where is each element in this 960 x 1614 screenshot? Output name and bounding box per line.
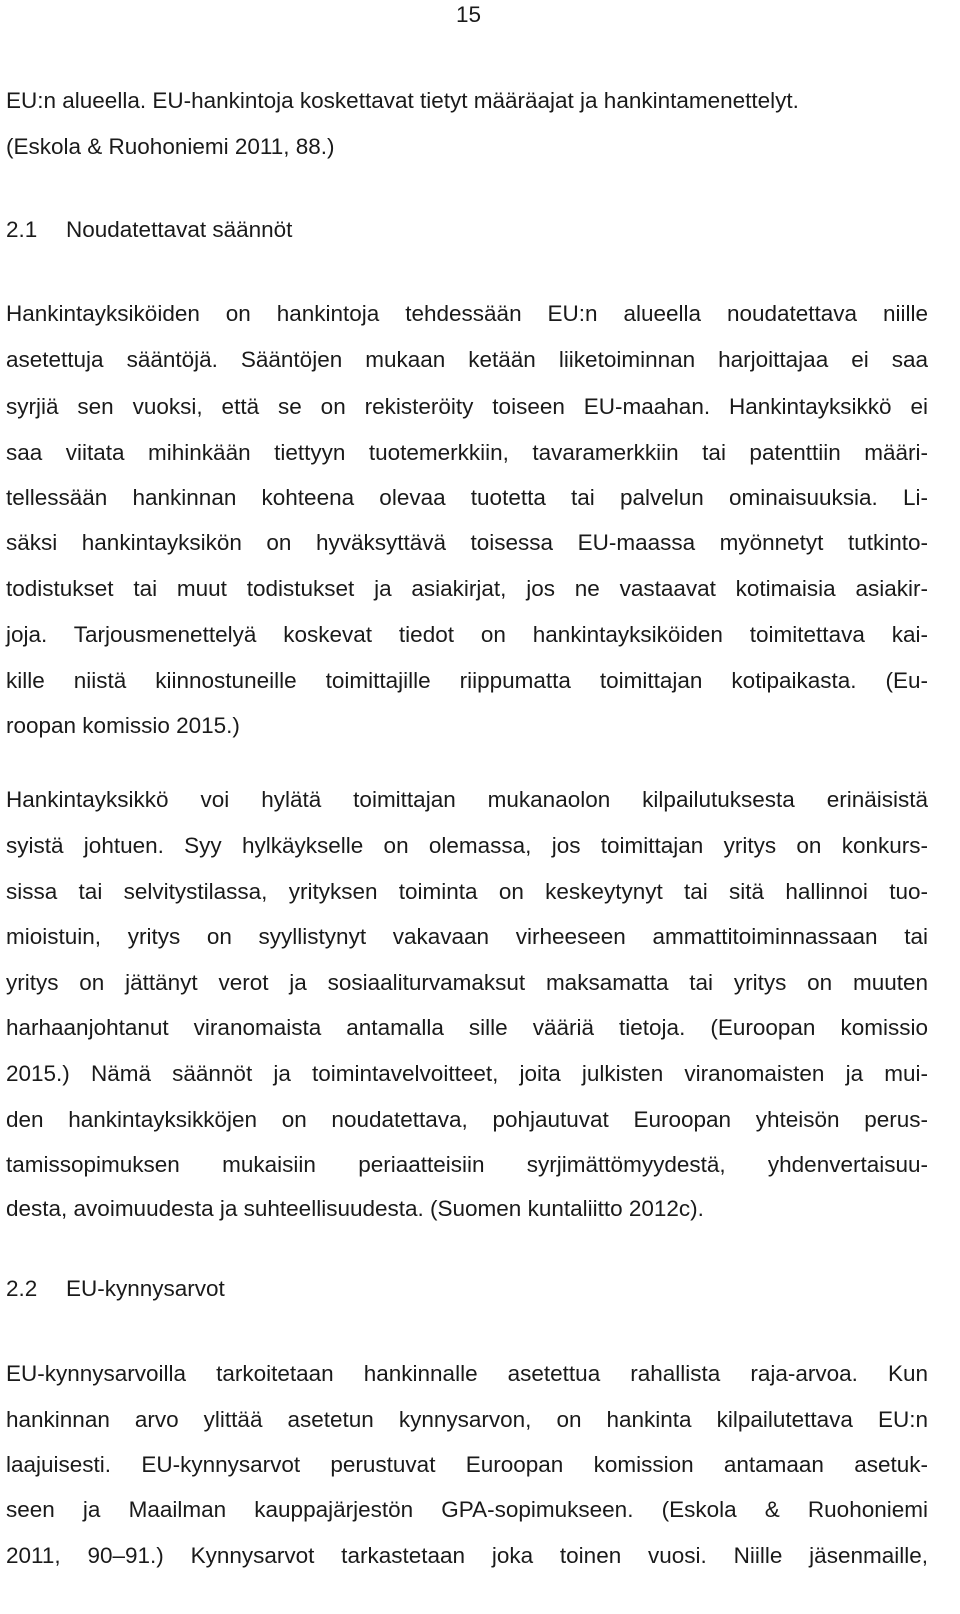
paragraph-line: sissa tai selvitystilassa, yrityksen toiminta on keskeytynyt tai sitä hallinnoi tuo- [6, 879, 928, 904]
paragraph-line: harhaanjohtanut viranomaista antamalla sille vääriä tietoja. (Euroopan komissio [6, 1015, 928, 1040]
paragraph-line: desta, avoimuudesta ja suhteellisuudesta. (Suomen kuntaliitto 2012c). [6, 1196, 704, 1221]
paragraph-line: syrjiä sen vuoksi, että se on rekisteröity toiseen EU-maahan. Hankintayksikkö ei [6, 394, 928, 419]
paragraph-line: 2011, 90–91.) Kynnysarvot tarkastetaan joka toinen vuosi. Niille jäsenmaille, [6, 1543, 928, 1568]
section-number: 2.2 [6, 1276, 38, 1301]
paragraph-line: hankinnan arvo ylittää asetetun kynnysarvon, on hankinta kilpailutettava EU:n [6, 1407, 928, 1432]
paragraph-line: mioistuin, yritys on syyllistynyt vakavaan virheeseen ammattitoiminnassaan tai [6, 924, 928, 949]
paragraph-line: tellessään hankinnan kohteena olevaa tuotetta tai palvelun ominaisuuksia. Li- [6, 485, 928, 510]
paragraph-line: syistä johtuen. Syy hylkäykselle on olemassa, jos toimittajan yritys on konkurs- [6, 833, 928, 858]
intro-line: EU:n alueella. EU-hankintoja koskettavat tietyt määräajat ja hankintamenettelyt. [6, 88, 799, 113]
paragraph-line: Hankintayksiköiden on hankintoja tehdessään EU:n alueella noudatettava niille [6, 301, 928, 326]
intro-line: (Eskola & Ruohoniemi 2011, 88.) [6, 134, 335, 159]
paragraph-line: 2015.) Nämä säännöt ja toimintavelvoitteet, joita julkisten viranomaisten ja mui- [6, 1061, 928, 1086]
paragraph-line: tamissopimuksen mukaisiin periaatteisiin syrjimättömyydestä, yhdenvertaisuu- [6, 1152, 928, 1177]
paragraph-line: saa viitata mihinkään tiettyyn tuotemerkkiin, tavaramerkkiin tai patenttiin määri- [6, 440, 928, 465]
paragraph-line: asetettuja sääntöjä. Sääntöjen mukaan ketään liiketoiminnan harjoittajaa ei saa [6, 347, 928, 372]
paragraph-line: den hankintayksikköjen on noudatettava, pohjautuvat Euroopan yhteisön perus- [6, 1107, 928, 1132]
paragraph-line: roopan komissio 2015.) [6, 713, 240, 738]
section-number: 2.1 [6, 217, 38, 242]
section-title: Noudatettavat säännöt [66, 217, 293, 242]
paragraph-line: säksi hankintayksikön on hyväksyttävä toisessa EU-maassa myönnetyt tutkinto- [6, 530, 928, 555]
section-heading [6, 1276, 225, 1302]
paragraph-line: EU-kynnysarvoilla tarkoitetaan hankinnalle asetettua rahallista raja-arvoa. Kun [6, 1361, 928, 1386]
paragraph-line: todistukset tai muut todistukset ja asiakirjat, jos ne vastaavat kotimaisia asiakir- [6, 576, 928, 601]
section-heading [6, 217, 292, 243]
paragraph-line: yritys on jättänyt verot ja sosiaaliturvamaksut maksamatta tai yritys on muuten [6, 970, 928, 995]
paragraph-line: joja. Tarjousmenettelyä koskevat tiedot on hankintayksiköiden toimitettava kai- [6, 622, 928, 647]
paragraph-line: kille niistä kiinnostuneille toimittajille riippumatta toimittajan kotipaikasta. (Eu- [6, 668, 928, 693]
paragraph-line: laajuisesti. EU-kynnysarvot perustuvat Euroopan komission antamaan asetuk- [6, 1452, 928, 1477]
paragraph-line: Hankintayksikkö voi hylätä toimittajan mukanaolon kilpailutuksesta erinäisistä [6, 787, 928, 812]
paragraph-line: seen ja Maailman kauppajärjestön GPA-sopimukseen. (Eskola & Ruohoniemi [6, 1497, 928, 1522]
section-title: EU-kynnysarvot [66, 1276, 225, 1301]
page-number: 15 [456, 2, 482, 27]
